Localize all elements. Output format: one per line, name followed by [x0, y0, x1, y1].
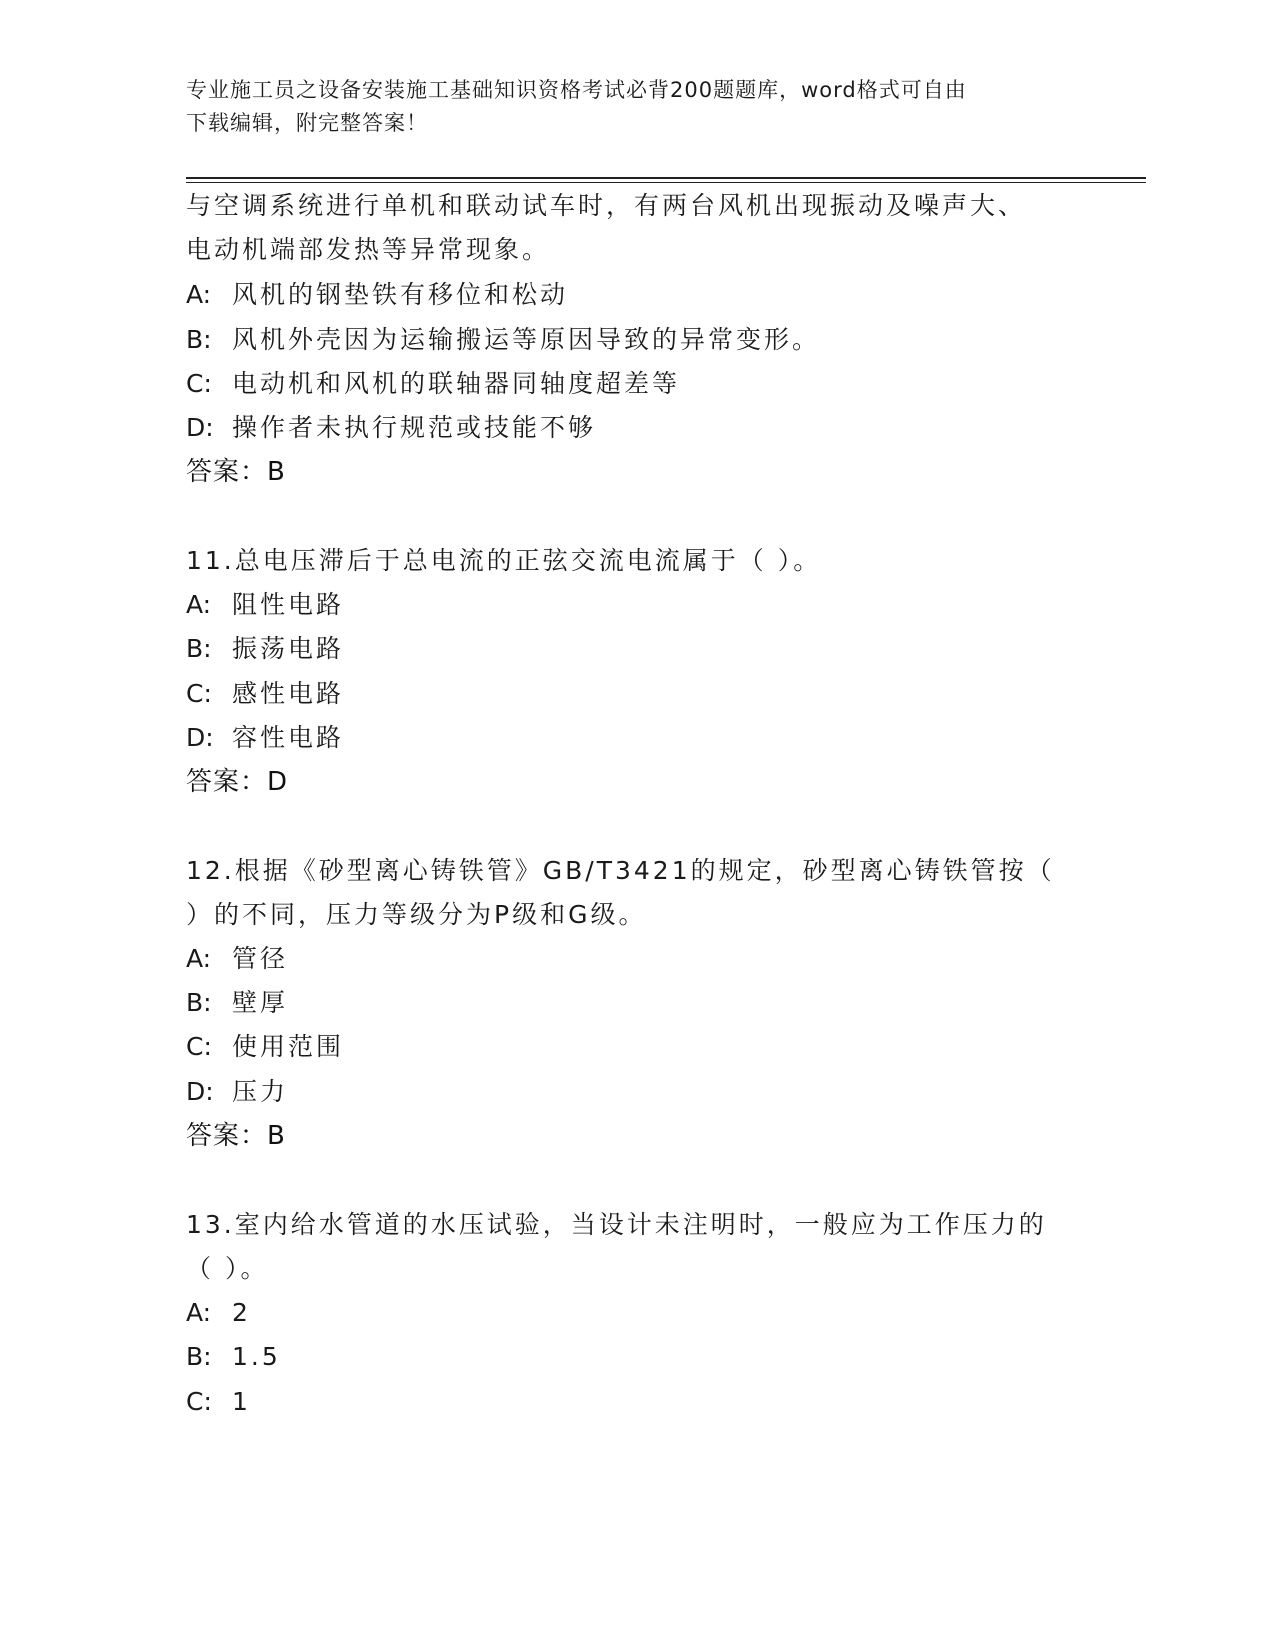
- q12-stem-line-1: 12.根据《砂型离心铸铁管》GB/T3421的规定，砂型离心铸铁管按（: [186, 856, 1055, 885]
- document-header: [186, 74, 1066, 140]
- header-title-line-2: 下载编辑，附完整答案！: [186, 111, 428, 135]
- option-key: C:: [186, 1387, 212, 1416]
- option-text: 振荡电路: [232, 634, 345, 663]
- option-text: 2: [232, 1298, 251, 1327]
- q10-option-d: [186, 413, 596, 443]
- q13-stem-line-2: （ ）。: [186, 1254, 269, 1283]
- q10-stem-line-1: 与空调系统进行单机和联动试车时，有两台风机出现振动及噪声大、: [186, 191, 1027, 220]
- q13-option-b: [186, 1342, 281, 1372]
- q10-option-b: [186, 325, 820, 355]
- option-text: 风机的钢垫铁有移位和松动: [232, 280, 569, 309]
- option-text: 壁厚: [232, 988, 289, 1017]
- option-text: 1: [232, 1387, 251, 1416]
- option-key: D:: [186, 723, 214, 752]
- option-key: A:: [186, 590, 212, 619]
- option-key: C:: [186, 1032, 212, 1061]
- option-text: 管径: [232, 944, 289, 973]
- q11-answer: 答案：D: [186, 767, 289, 797]
- q11-option-b: [186, 634, 344, 664]
- q11-option-c: [186, 679, 344, 709]
- option-key: B:: [186, 325, 212, 354]
- header-title-line-1: 专业施工员之设备安装施工基础知识资格考试必背200题题库，word格式可自由: [186, 78, 967, 102]
- option-text: 容性电路: [232, 723, 345, 752]
- option-key: C:: [186, 369, 212, 398]
- option-text: 使用范围: [232, 1032, 345, 1061]
- q12-option-d: [186, 1077, 288, 1107]
- option-key: D:: [186, 1077, 214, 1106]
- option-key: A:: [186, 280, 212, 309]
- option-text: 电动机和风机的联轴器同轴度超差等: [232, 369, 681, 398]
- option-text: 1.5: [232, 1342, 281, 1371]
- option-text: 阻性电路: [232, 590, 345, 619]
- option-key: B:: [186, 988, 212, 1017]
- option-key: B:: [186, 634, 212, 663]
- q12-option-a: [186, 944, 288, 974]
- q11-option-d: [186, 723, 344, 753]
- q10-option-c: [186, 369, 680, 399]
- q12-option-b: [186, 988, 288, 1018]
- q11-stem-line-1: 11.总电压滞后于总电流的正弦交流电流属于（ ）。: [186, 546, 822, 575]
- option-text: 风机外壳因为运输搬运等原因导致的异常变形。: [232, 325, 821, 354]
- option-key: D:: [186, 413, 214, 442]
- q13-option-c: [186, 1387, 251, 1417]
- option-key: A:: [186, 944, 212, 973]
- header-divider-thin: [186, 182, 1146, 183]
- q13-stem-line-1: 13.室内给水管道的水压试验，当设计未注明时，一般应为工作压力的: [186, 1210, 1047, 1239]
- option-key: B:: [186, 1342, 212, 1371]
- q12-option-c: [186, 1032, 344, 1062]
- q11-option-a: [186, 590, 344, 620]
- option-key: C:: [186, 679, 212, 708]
- option-text: 操作者未执行规范或技能不够: [232, 413, 597, 442]
- q10-stem-line-2: 电动机端部发热等异常现象。: [186, 235, 551, 264]
- q13-option-a: [186, 1298, 251, 1328]
- option-key: A:: [186, 1298, 212, 1327]
- q10-option-a: [186, 280, 568, 310]
- option-text: 压力: [232, 1077, 289, 1106]
- option-text: 感性电路: [232, 679, 345, 708]
- q12-stem-line-2: ）的不同，压力等级分为P级和G级。: [186, 900, 647, 929]
- q12-answer: 答案：B: [186, 1121, 286, 1151]
- q10-answer: 答案：B: [186, 457, 286, 487]
- header-divider: [186, 177, 1146, 179]
